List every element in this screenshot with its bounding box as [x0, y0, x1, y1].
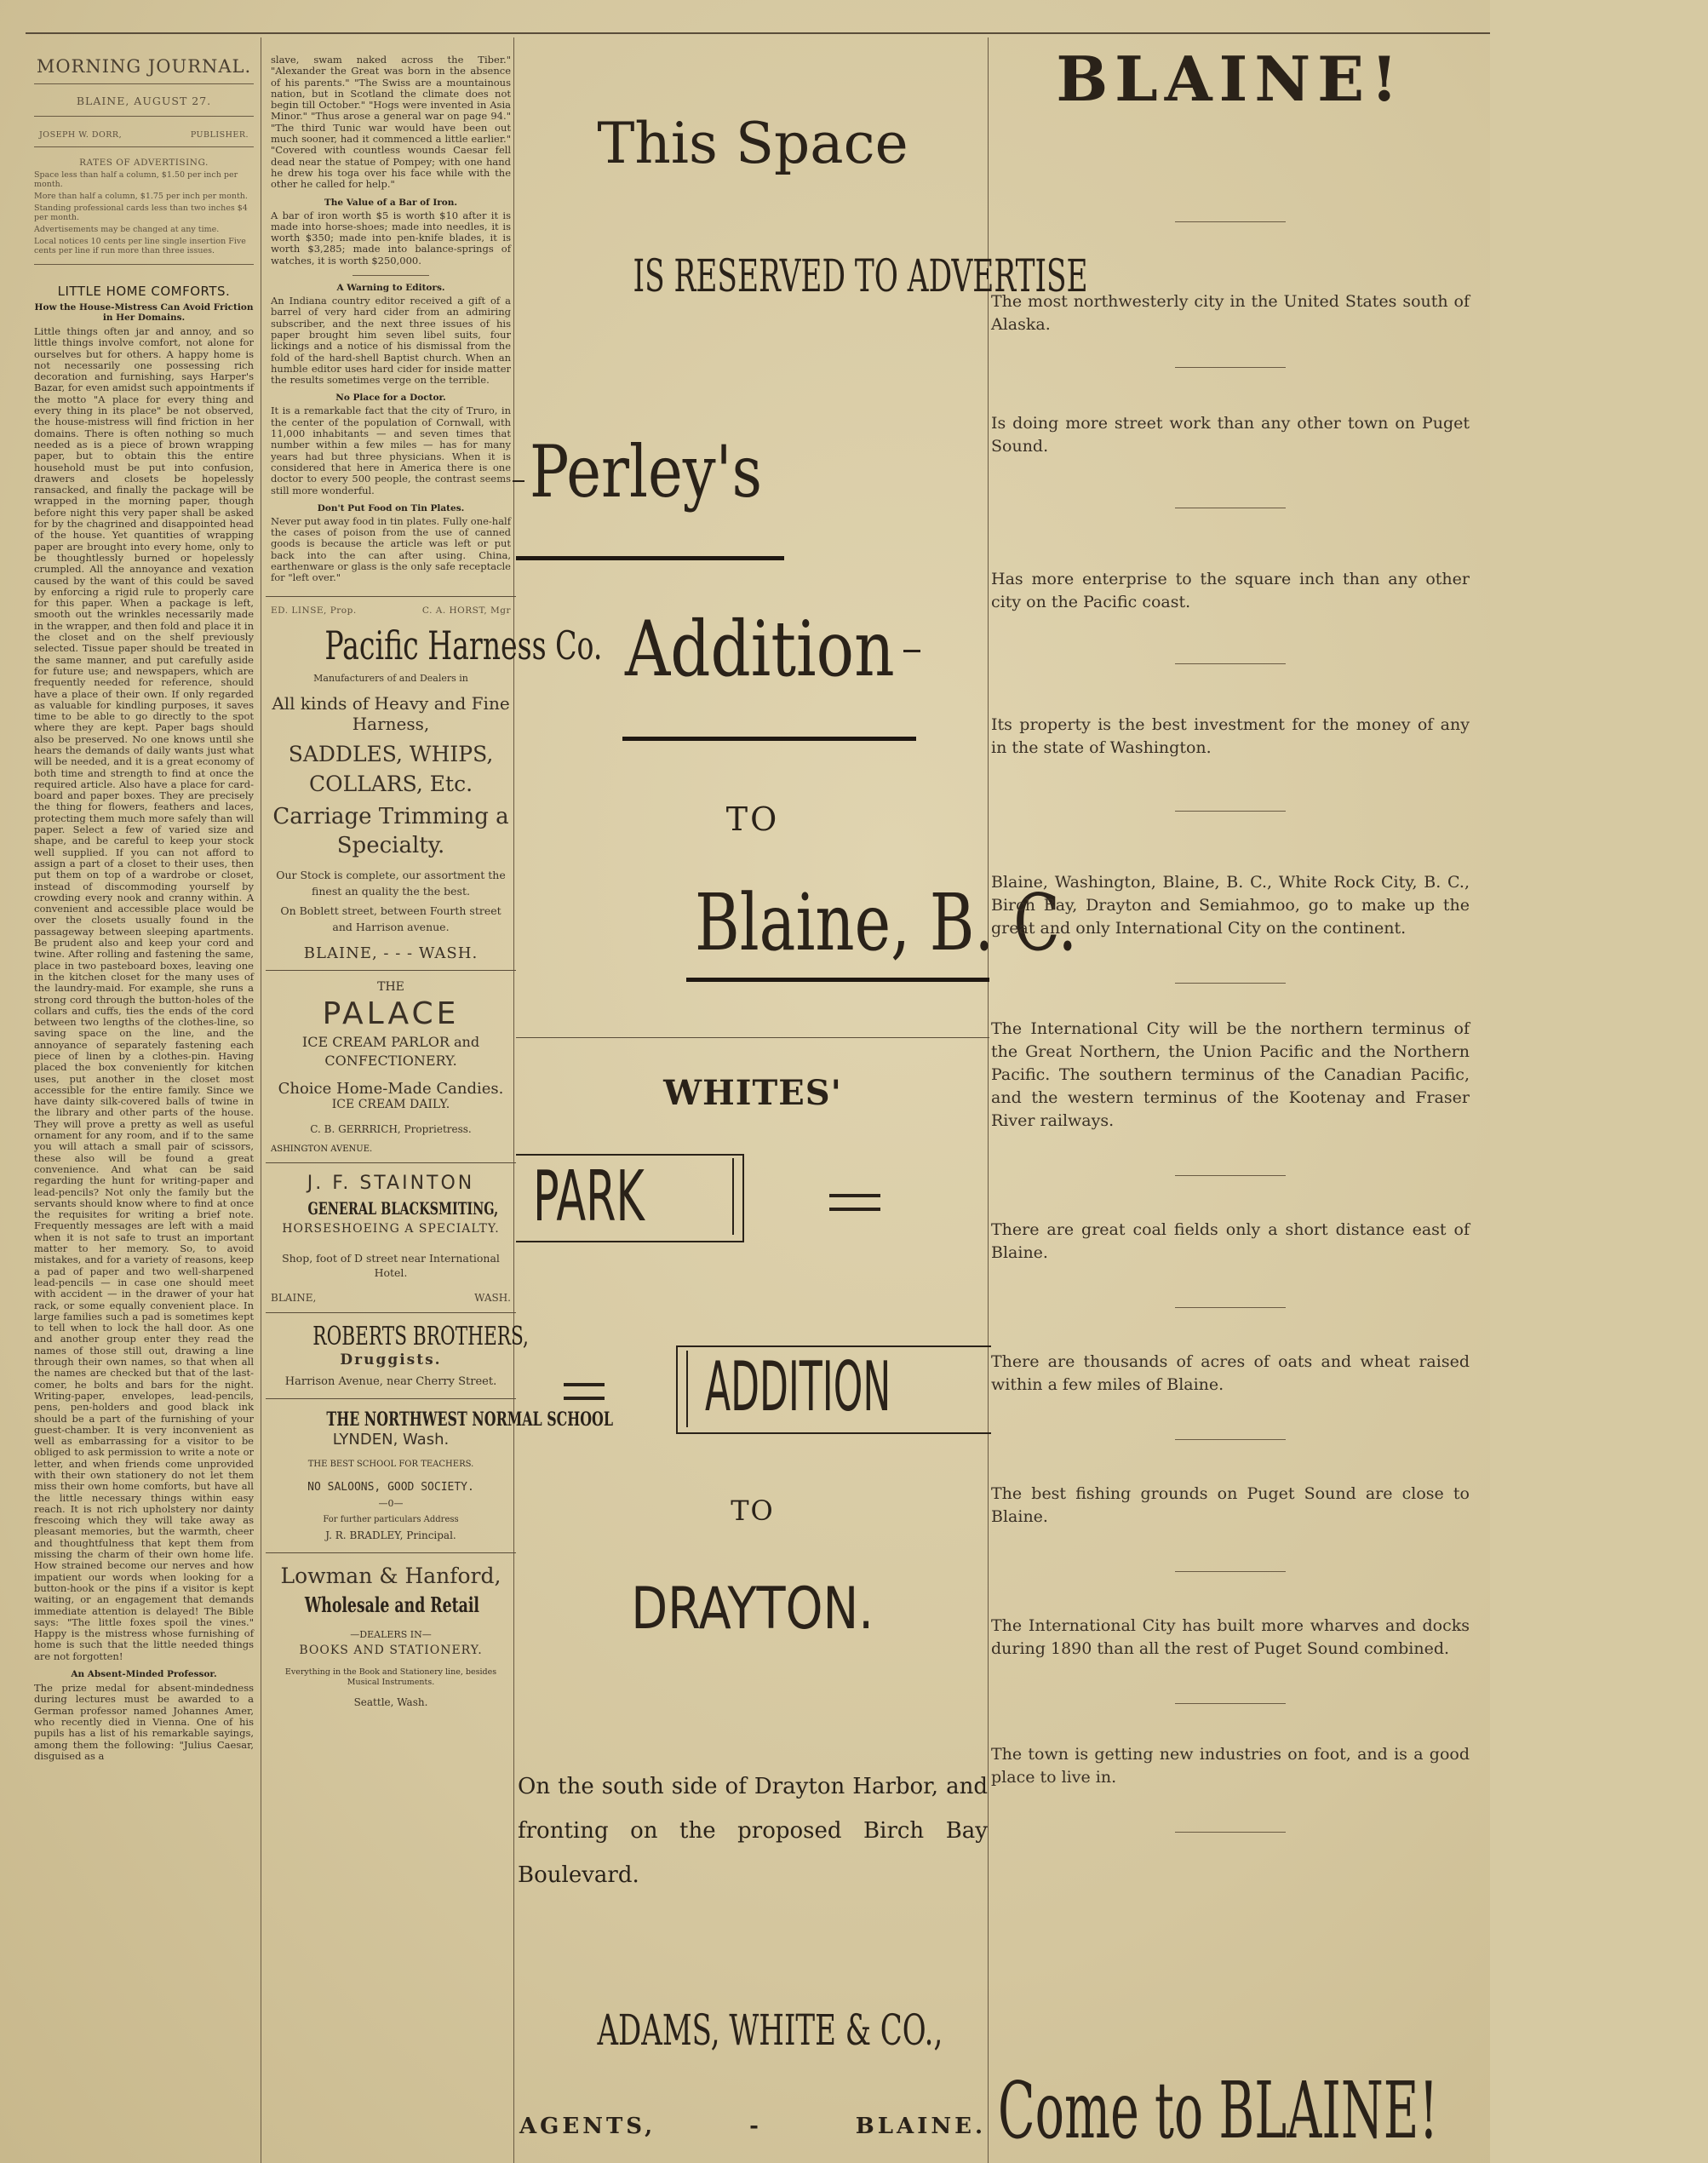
article-title: The Value of a Bar of Iron.: [324, 197, 458, 208]
rate-line: Advertisements may be changed at any time.: [34, 225, 220, 234]
ad-line: THE: [377, 979, 404, 994]
rate-line: Standing professional cards less than two inches $4 per month.: [34, 204, 248, 222]
fact-item: There are thousands of acres of oats and wheat raised within a few miles of Blaine.: [991, 1352, 1470, 1394]
article-body: A bar of iron worth $5 is worth $10 after it is made into horse-shoes; made into needles, it is worth $350; made into pen-knife blades, it is worth $3,285; made into balance-springs of watches, it is worth $250,000.: [271, 209, 511, 267]
article-body: slave, swam naked across the Tiber." "Alexander the Great was born in the absence of his parents." "The Swiss are a mountainous nation, but in Scotland the climate does not begin till October." "Hogs were invented in Asia Minor." "Thus arose a general war on page 94." "The third Tunic war would have been out much sooner, had it commenced a little earlier." "Covered with countless wounds Caesar fell dead near the statue of Pompey; with one hand he drew his toga over his face while with the other he called for help.": [271, 54, 511, 191]
ad-palace: [271, 979, 511, 1154]
agents-label: AGENTS,: [519, 2114, 656, 2139]
column-4: [991, 43, 1470, 2154]
perley-heading: Perley's: [530, 430, 762, 513]
ad-line: ICE CREAM DAILY.: [331, 1097, 450, 1111]
divider: [1175, 663, 1286, 664]
agents-dash: -: [749, 2114, 762, 2139]
ad-proprietor: ED. LINSE, Prop.: [271, 605, 357, 616]
ad-line: SADDLES, WHIPS, COLLARS, Etc.: [288, 741, 494, 796]
ad-roberts: [271, 1321, 529, 1390]
column-rule-2: [513, 37, 514, 2163]
article-body: It is a remarkable fact that the city of Truro, in the center of the population of Cornwall, with 11,000 inhabitants — and seven times that number within a few miles — has for many years had but three physicians. When it is considered that here in America there is one doctor to every 500 people, the contrast seems still more wonderful.: [271, 404, 511, 496]
ad-line: Our Stock is complete, our assortment the finest an quality the the best.: [276, 868, 506, 898]
divider: [1175, 1832, 1286, 1833]
ad-line: —DEALERS IN—: [350, 1628, 432, 1640]
blaine-title: BLAINE!: [1056, 43, 1405, 115]
ad-line: Shop, foot of D street near International Hotel.: [282, 1251, 500, 1279]
article-title: LITTLE HOME COMFORTS.: [57, 284, 231, 299]
divider: [1175, 1307, 1286, 1308]
ad-line: Wholesale and Retail: [304, 1592, 479, 1617]
divider: [34, 264, 254, 265]
ad-pacific-harness: [271, 605, 603, 962]
blaine-bc-heading: Blaine, B. C.: [695, 877, 1078, 968]
article-body: Never put away food in tin plates. Fully one-half the cases of poison from the use of canned goods is because the article was left or put back into the can after using. China, earthenware or glass is the only safe receptacle for "left over.": [271, 514, 511, 584]
divider: [266, 1312, 516, 1313]
agents-city: BLAINE.: [855, 2114, 986, 2139]
ad-name: J. F. STAINTON: [307, 1172, 475, 1194]
divider: [1175, 811, 1286, 812]
addition-label: ADDITION: [705, 1347, 891, 1426]
ad-line: LYNDEN, Wash.: [332, 1430, 450, 1449]
ad-state: WASH.: [474, 1291, 511, 1304]
ad-city: BLAINE,: [271, 1291, 317, 1304]
article-title: An Absent-Minded Professor.: [71, 1669, 217, 1680]
fact-item: Has more enterprise to the square inch than any other city on the Pacific coast.: [991, 570, 1470, 611]
divider: [1175, 1703, 1286, 1704]
ad-line: NO SALOONS, GOOD SOCIETY.: [307, 1480, 474, 1494]
drayton-description: On the south side of Drayton Harbor, and fronting on the proposed Birch Bay Boulevard.: [518, 1774, 988, 1888]
ad-manager: C. A. HORST, Mgr: [421, 605, 511, 616]
whites-heading: WHITES': [663, 1073, 842, 1113]
to-label: TO: [731, 1495, 775, 1527]
dateline: BLAINE, AUGUST 27.: [76, 95, 212, 107]
article-title: A Warning to Editors.: [336, 283, 445, 294]
blaine-facts: [991, 221, 1470, 1833]
divider: [1175, 1175, 1286, 1176]
article-subtitle: How the House-Mistress Can Avoid Friction in Her Domains.: [34, 302, 254, 323]
fact-item: Blaine, Washington, Blaine, B. C., White Rock City, B. C., Birch Bay, Drayton and Semiahmoo, go to make up the great and only International City on the continent.: [991, 873, 1470, 938]
article-title: No Place for a Doctor.: [335, 393, 446, 404]
divider: [266, 1162, 516, 1163]
fact-item: The most northwesterly city in the United States south of Alaska.: [991, 292, 1470, 334]
rate-line: More than half a column, $1.75 per inch per month.: [34, 192, 248, 201]
ad-line: C. B. GERRRICH, Proprietress.: [310, 1122, 472, 1135]
thick-rule: [516, 556, 784, 560]
ad-line: Seattle, Wash.: [353, 1695, 428, 1708]
thick-rule: [622, 737, 916, 741]
divider: [1175, 1571, 1286, 1572]
fact-item: The best fishing grounds on Puget Sound are close to Blaine.: [991, 1484, 1470, 1526]
fact-item: Its property is the best investment for the money of any in the state of Washington.: [991, 715, 1470, 757]
fact-item: Is doing more street work than any other town on Puget Sound.: [991, 414, 1470, 456]
ad-line: For further particulars Address: [323, 1514, 459, 1524]
divider: [34, 116, 254, 117]
equals-sign: [829, 1194, 880, 1197]
column-1: [34, 43, 254, 2154]
drayton-heading: DRAYTON.: [631, 1575, 874, 1643]
rate-line: Local notices 10 cents per line single insertion Five cents per line if run more than three issues.: [34, 237, 246, 255]
ad-line: —0—: [378, 1497, 404, 1509]
article-body: An Indiana country editor received a gift of a barrel of very hard cider from an admiring subscriber, and the next three issues of his paper brought him seven libel suits, four lickings and a notice of his dismissal from the fold of the hard-shell Baptist church. When an humble editor uses hard cider for inside matter the results sometimes verge on the terrible.: [271, 295, 511, 387]
divider: [266, 1398, 516, 1399]
to-label: TO: [725, 800, 780, 838]
ad-line: ICE CREAM PARLOR and CONFECTIONERY.: [301, 1033, 480, 1069]
ad-line: BOOKS AND STATIONERY.: [299, 1643, 483, 1657]
ad-line: On Boblett street, between Fourth street and Harrison avenue.: [280, 904, 502, 933]
ad-name: THE NORTHWEST NORMAL SCHOOL: [326, 1408, 613, 1431]
divider: [1175, 221, 1286, 222]
divider: [1175, 983, 1286, 984]
ad-dash: [903, 650, 920, 652]
publisher-name: JOSEPH W. DORR,: [39, 130, 123, 140]
column-3: [516, 43, 1088, 2154]
article-title: Don't Put Food on Tin Plates.: [317, 502, 465, 513]
ad-line: J. R. BRADLEY, Principal.: [325, 1529, 456, 1541]
rates-heading: RATES OF ADVERTISING.: [79, 158, 209, 168]
fact-item: There are great coal fields only a short distance east of Blaine.: [991, 1220, 1470, 1262]
ad-subheading: IS RESERVED TO ADVERTISE: [633, 251, 1088, 302]
publisher-row: [34, 130, 254, 140]
agents-row: [519, 2114, 986, 2139]
ad-footer-row: [271, 1292, 511, 1304]
park-label: PARK: [533, 1156, 645, 1237]
ad-header-row: [271, 605, 511, 616]
article-body: The prize medal for absent-mindedness during lectures must be awarded to a German professor named Johannes Amer, who recently died in Vienna. One of his pupils has a list of his remarkable sayings, among them the following: "Julius Caesar, disguised as a: [34, 1682, 254, 1762]
ad-line: Choice Home-Made Candies.: [278, 1079, 504, 1098]
footer-slogan: Come to BLAINE!: [998, 2065, 1439, 2156]
ad-tagline: Manufacturers of and Dealers in: [313, 672, 468, 684]
divider: [266, 970, 516, 971]
divider: [266, 596, 516, 597]
fact-item: The International City has built more wharves and docks during 1890 than all the rest of Puget Sound combined.: [991, 1616, 1470, 1658]
ad-normal-school: [271, 1408, 613, 1544]
rate-line: Space less than half a column, $1.50 per inch per month.: [34, 170, 238, 189]
divider: [34, 146, 254, 147]
ad-line: BLAINE, - - - WASH.: [303, 944, 479, 962]
ad-line: Harrison Avenue, near Cherry Street.: [284, 1374, 497, 1388]
ad-line: Druggists.: [340, 1351, 442, 1368]
ad-line: Carriage Trimming a Specialty.: [272, 803, 509, 858]
equals-sign: [829, 1208, 880, 1211]
thick-rule: [686, 978, 989, 982]
divider: [266, 1552, 516, 1553]
masthead: MORNING JOURNAL.: [36, 56, 252, 77]
ad-line: ASHINGTON AVENUE.: [271, 1144, 373, 1154]
addition-heading: Addition: [625, 605, 895, 694]
article-body: Little things often jar and annoy, and so little things involve comfort, not alone for ourselves but for others. A happy home is not necessarily one possessing rich decoration and furnishing, says Harper's Bazar, for even amidst such appointments if the motto "A place for every thing and every thing in its place" be not observed, the house-mistress will find friction in her domains. There is often nothing so much needed as is a piece of brown wrapping paper, but to obtain this the entire household must be put into confusion, drawers and closets be hopelessly ransacked, and finally the package will be wrapped in the morning paper, though before night this very paper shall be asked for by the chagrined and disappointed head of the house. Yet quantities of wrapping paper are brought into every home, only to be thoughtlessly burned or hopelessly crumpled. All the annoyance and vexation caused by the want of this could be saved by enforcing a rigid rule to properly care for this paper. When a package is left, smooth out the wrinkles necessarily made in the wrapper, and then fold and place it in the closet and on the shelf previously selected. Tissue paper should be treated in the same manner, and put carefully aside for future use; and newspapers, which are frequently needed for reference, should have a place of their own. If only regarded as valuable for kindling purposes, it saves time to be able to go directly to the spot where they are kept. Paper bags should also be preserved. No one knows until she hears the demands of daily wants just what will be needed, and it is a great economy of both time and strength to find at once the required article. Also have a place for card-board and paper boxes. They are precisely the thing for flowers, feathers and laces, protecting them much more safely than will paper. Select a few of varied size and shape, and be careful to keep your stock well supplied. If you can not afford to assign a part of a closet to their uses, then put them on top of a wardrobe or closet, instead of discommoding yourself by crowding every nook and cranny within. A convenient and accessible place would be over the closets usually found in the passageway between sleeping apartments. Be prudent also and keep your cord and twine. After rolling and fastening the same, place in two pasteboard boxes, leaving one in the kitchen closet for the many uses of the laundry-maid. For example, she runs a strong cord through the button-holes of the collars and cuffs, ties the ends of the cord between two lengths of the clothes-line, so saving space on the line, and the annoyance of separately fastening each piece of linen by a clothes-pin. Having placed the box conveniently for kitchen uses, put another in the closet most accessible for the entire family. Since we have dainty silk-covered balls of twine in the library and other parts of the house. They will prove a pretty as well as useful ornament for any room, and if to the same you will attach a small pair of scissors, these also will be found a great convenience. And what can be said regarding the hunt for writing-paper and lead-pencils? Not only the family but the servants should know where to find at once the requisites for writing a brief note. Frequently messages are left with a maid when it is not safe to trust an important matter to her memory. So, to avoid mistakes, and for a variety of reasons, keep a pad of paper and two well-sharpened lead-pencils — in case one should meet with accident — in the drawer of your hat rack, or some equally convenient place. In large families such a pad is sometimes kept to tell when to lock the hall door. As one and another group enter they read the names of those still out, drawing a line through their own names, so that when all the names are checked but that of the last-comer, he bolts and bars for the night. Writing-paper, envelopes, lead-pencils, pens, pen-holders and good black ink should be a part of the furnishing of your guest-chamber. It is very inconvenient as well as embarrassing for a visitor to be obliged to ask permission to write a note or letter, and when friends come unprovided with their own stationery do not let them miss their own home comforts, but have all the little necessary things within easy reach. It is not rich upholstery nor dainty frescoing which they will take away as pleasant memories, but the warmth, cheer and thoughtfulness that kept them from missing the charm of their own home life. How strained become our nerves and how impatient our words when looking for a button-hook or the pins if a visitor is kept waiting, or an engagement that demands immediate attention is delayed! The Bible says: "The little foxes spoil the vines." Happy is the mistress whose furnishing of home is such that the little needed things are not forgotten!: [34, 325, 254, 1662]
equals-sign: [564, 1383, 605, 1386]
ad-name: Lowman & Hanford,: [280, 1563, 502, 1588]
ad-name: Pacific Harness Co.: [324, 622, 603, 668]
company-name: ADAMS, WHITE & CO.,: [597, 2005, 943, 2055]
equals-sign: [564, 1397, 605, 1400]
ad-lowman: [271, 1562, 511, 1711]
publisher-title: PUBLISHER.: [190, 130, 249, 140]
divider: [1175, 1439, 1286, 1440]
ad-heading: This Space: [597, 111, 908, 176]
ad-line: All kinds of Heavy and Fine Harness,: [272, 692, 510, 734]
divider: [352, 275, 429, 276]
fact-item: The town is getting new industries on foot, and is a good place to live in.: [991, 1745, 1470, 1787]
ad-line: Everything in the Book and Stationery line, besides Musical Instruments.: [284, 1667, 497, 1687]
ad-line: HORSESHOEING A SPECIALTY.: [282, 1221, 500, 1236]
section-rule: [516, 1037, 989, 1038]
ad-name: ROBERTS BROTHERS,: [312, 1321, 529, 1351]
top-rule: [26, 32, 1490, 34]
divider: [34, 83, 254, 84]
ad-name: PALACE: [322, 995, 460, 1031]
ad-line: THE BEST SCHOOL FOR TEACHERS.: [307, 1459, 474, 1469]
fact-item: The International City will be the northern terminus of the Great Northern, the Union Pacific and the Northern Pacific. The southern terminus of the Canadian Pacific, and the western terminus of the Kootenay and Fraser River railways.: [991, 1019, 1470, 1130]
ad-stainton: [271, 1172, 511, 1304]
ad-line: GENERAL BLACKSMITING,: [307, 1197, 499, 1219]
addition-box-inner: [686, 1351, 688, 1427]
divider: [1175, 367, 1286, 368]
